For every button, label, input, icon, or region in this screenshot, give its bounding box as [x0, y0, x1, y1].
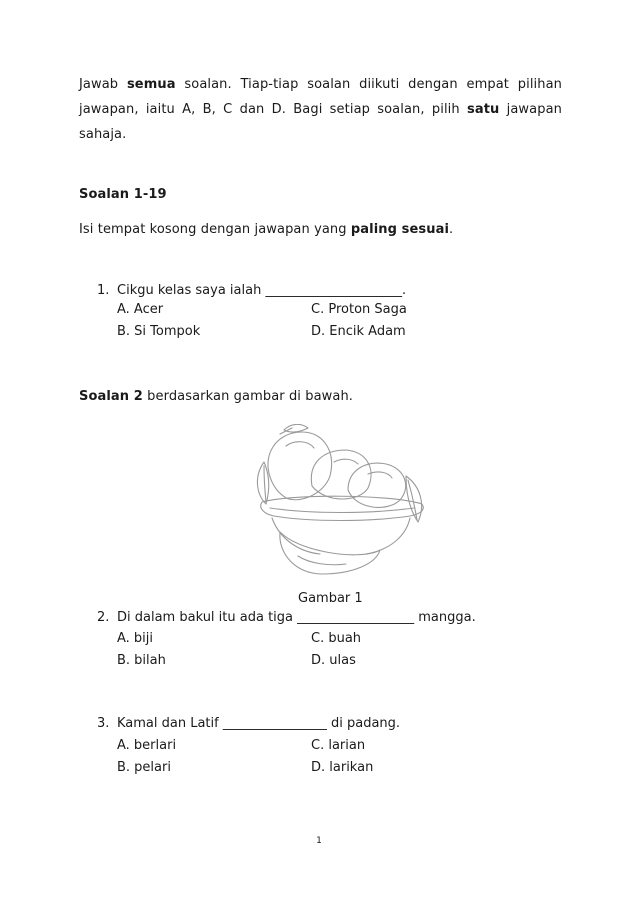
instructions-paragraph — [79, 72, 562, 147]
q2-number: 2. — [97, 610, 110, 625]
section-instruction-post: . — [449, 222, 454, 237]
q1-text: Cikgu kelas saya ialah _____________________. — [117, 283, 407, 298]
q2-text: Di dalam bakul itu ada tiga __________________ mangga. — [117, 610, 476, 625]
mango-left-highlight — [286, 442, 314, 448]
instr-text-main: soalan. Tiap-tiap soalan diikuti dengan empat pilihan jawapan, iaitu A, B, C dan D. Bagi setiap soalan, pilih — [79, 77, 562, 117]
bowl-rim — [261, 496, 424, 520]
q3-text: Kamal dan Latif ________________ di padang. — [117, 716, 401, 731]
q3-option-b: B. pelari — [117, 760, 171, 775]
instr-word-semua: semua — [126, 77, 176, 92]
leaf-top-left — [284, 424, 308, 432]
leaf-left-side — [257, 462, 268, 504]
instr-text-end: jawapan sahaja. — [79, 102, 562, 142]
figure-caption: Gambar 1 — [298, 591, 363, 606]
q1-number: 1. — [97, 283, 110, 298]
q2-option-d: D. ulas — [311, 653, 356, 668]
mango-middle — [311, 450, 371, 499]
q1-option-c: C. Proton Saga — [311, 302, 407, 317]
q2-option-b: B. bilah — [117, 653, 166, 668]
bowl-body — [272, 518, 410, 554]
q2-intro-bold: Soalan 2 — [79, 389, 143, 404]
instr-word-satu: satu — [466, 102, 500, 117]
q2-option-a: A. biji — [117, 631, 154, 646]
section-instruction-pre: Isi tempat kosong dengan jawapan yang — [79, 222, 347, 237]
q3-option-a: A. berlari — [117, 738, 177, 753]
q1-option-a: A. Acer — [117, 302, 164, 317]
bowl-rim-inner — [270, 508, 414, 513]
section-heading: Soalan 1-19 — [79, 187, 167, 202]
instr-word-jawab: Jawab — [79, 77, 119, 92]
mango-right-highlight — [368, 472, 392, 478]
section-instruction-bold: paling sesuai — [350, 222, 450, 237]
mango-bottom — [280, 532, 380, 574]
q2-option-c: C. buah — [311, 631, 362, 646]
q3-option-c: C. larian — [311, 738, 366, 753]
q3-number: 3. — [97, 716, 110, 731]
mango-bottom-highlight — [298, 556, 346, 565]
mango-basket-illustration — [250, 424, 430, 580]
mango-middle-highlight — [334, 459, 358, 464]
q3-option-d: D. larikan — [311, 760, 374, 775]
leaf-left-vein — [264, 466, 266, 502]
page-number: 1 — [316, 836, 322, 846]
q2-intro-rest: berdasarkan gambar di bawah. — [147, 389, 354, 404]
section-instruction — [79, 217, 562, 242]
mango-right — [348, 463, 406, 507]
q2-intro — [79, 384, 562, 409]
q1-option-d: D. Encik Adam — [311, 324, 406, 339]
q1-option-b: B. Si Tompok — [117, 324, 201, 339]
